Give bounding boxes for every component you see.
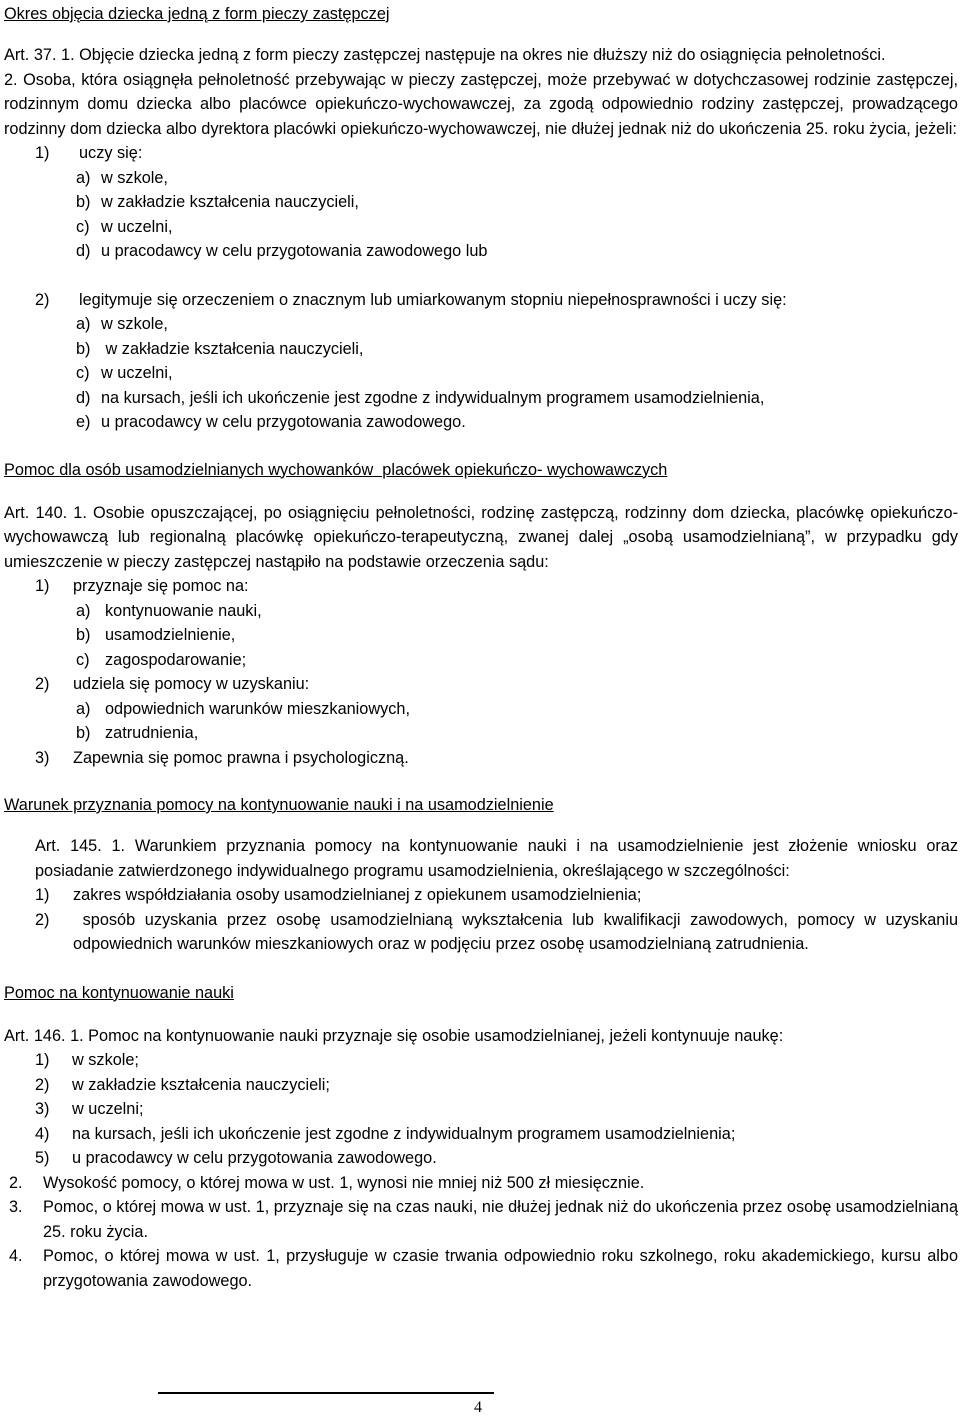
art-146-paragraph: Art. 146. 1. Pomoc na kontynuowanie nauki przyznaje się osobie usamodzielnianej, jeżeli kontynuuje naukę: (4, 1026, 784, 1045)
list-item: a) kontynuowanie nauki, (76, 601, 262, 620)
list-item: c) w uczelni, (76, 364, 173, 382)
art-145-paragraph: Art. 145. 1. Warunkiem przyznania pomocy na kontynuowanie nauki i na usamodzielnienie jest złożenie wniosku oraz posiadanie zatwierdzonego indywidualnego programu usamodzielnienia, określającego w szczególności: (35, 837, 958, 880)
list-item: b) usamodzielnienie, (76, 626, 236, 644)
list-item: e) u pracodawcy w celu przygotowania zawodowego. (76, 413, 466, 431)
list-item: 3) w uczelni; (35, 1100, 144, 1118)
list-item: 2. Wysokość pomocy, o której mowa w ust. 1, wynosi nie mniej niż 500 zł miesięcznie. (9, 1173, 645, 1192)
list-item: b) zatrudnienia, (76, 724, 199, 742)
list-item: 1) uczy się: (35, 144, 143, 162)
list-item: 4) na kursach, jeśli ich ukończenie jest zgodne z indywidualnym programem usamodzielnienia; (35, 1124, 736, 1143)
section-heading-okres: Okres objęcia dziecka jedną z form pieczy zastępczej (4, 5, 390, 23)
list-item: b) w zakładzie kształcenia nauczycieli, (76, 193, 359, 211)
list-item: a) w szkole, (76, 168, 168, 187)
document-page (4, 2, 958, 1293)
list-item: 4. Pomoc, o której mowa w ust. 1, przysługuje w czasie trwania odpowiednio roku szkolnego, roku akademickiego, kursu albo przygotowania zawodowego. (9, 1247, 958, 1290)
list-item: 2) w zakładzie kształcenia nauczycieli; (35, 1075, 330, 1094)
list-item: 5) u pracodawcy w celu przygotowania zawodowego. (35, 1149, 437, 1167)
art-37-paragraph-1: Art. 37. 1. Objęcie dziecka jedną z form pieczy zastępczej następuje na okres nie dłuższy niż do osiągnięcia pełnoletności. (4, 46, 886, 64)
list-item: d) u pracodawcy w celu przygotowania zawodowego lub (76, 242, 488, 260)
footer-divider (158, 1392, 494, 1394)
section-heading-warunek: Warunek przyznania pomocy na kontynuowanie nauki i na usamodzielnienie (4, 796, 554, 814)
list-item: 2) sposób uzyskania przez osobę usamodzielnianą wykształcenia lub kwalifikacji zawodowych, pomocy w uzyskaniu odpowiednich warunków mieszkaniowych oraz w podjęciu przez osobę usamodzielnianą zatrudnienia. (35, 910, 959, 953)
page-number: 4 (474, 1399, 482, 1416)
art-37-paragraph-2: 2. Osoba, która osiągnęła pełnoletność przebywając w pieczy zastępczej, może przebywać w dotychczasowej rodzinie zastępczej, rodzinnym domu dziecka albo placówce opiekuńczo-wychowawczej, za zgodą odpowiednio rodziny zastępczej, prowadzącego rodzinny dom dziecka albo dyrektora placówki opiekuńczo-wychowawczej, nie dłużej jednak niż do ukończenia 25. roku życia, jeżeli: (4, 70, 958, 138)
list-item: a) w szkole, (76, 315, 168, 333)
list-item: 3. Pomoc, o której mowa w ust. 1, przyznaje się na czas nauki, nie dłużej jednak niż do ukończenia przez osobę usamodzielnianą 25. roku życia. (9, 1198, 958, 1241)
list-item: 1) zakres współdziałania osoby usamodzielnianej z opiekunem usamodzielnienia; (35, 886, 642, 904)
section-heading-pomoc-nauka: Pomoc na kontynuowanie nauki (4, 983, 234, 1002)
list-item: 2) udziela się pomocy w uzyskaniu: (35, 675, 310, 693)
list-item: 2) legitymuje się orzeczeniem o znacznym lub umiarkowanym stopniu niepełnosprawności i uczy się: (35, 290, 787, 309)
art-140-paragraph: Art. 140. 1. Osobie opuszczającej, po osiągnięciu pełnoletności, rodzinę zastępczą, rodzinny dom dziecka, placówkę opiekuńczo-wychowawczą lub regionalną placówkę opiekuńczo-terapeutyczną, zwanej dalej „osobą usamodzielnianą”, w przypadku gdy umieszczenie w pieczy zastępczej nastąpiło na podstawie orzeczenia sądu: (4, 503, 958, 571)
list-item: c) zagospodarowanie; (76, 650, 247, 669)
list-item: 3) Zapewnia się pomoc prawna i psychologiczną. (35, 748, 409, 767)
section-heading-pomoc-usamodzielnianych: Pomoc dla osób usamodzielnianych wychowanków placówek opiekuńczo- wychowawczych (4, 460, 668, 479)
list-item: a) odpowiednich warunków mieszkaniowych, (76, 699, 410, 718)
list-item: 1) przyznaje się pomoc na: (35, 577, 249, 595)
list-item: d) na kursach, jeśli ich ukończenie jest zgodne z indywidualnym programem usamodzielnienia, (76, 388, 765, 407)
list-item: b) w zakładzie kształcenia nauczycieli, (76, 339, 364, 358)
list-item: 1) w szkole; (35, 1051, 139, 1069)
list-item: c) w uczelni, (76, 217, 173, 236)
